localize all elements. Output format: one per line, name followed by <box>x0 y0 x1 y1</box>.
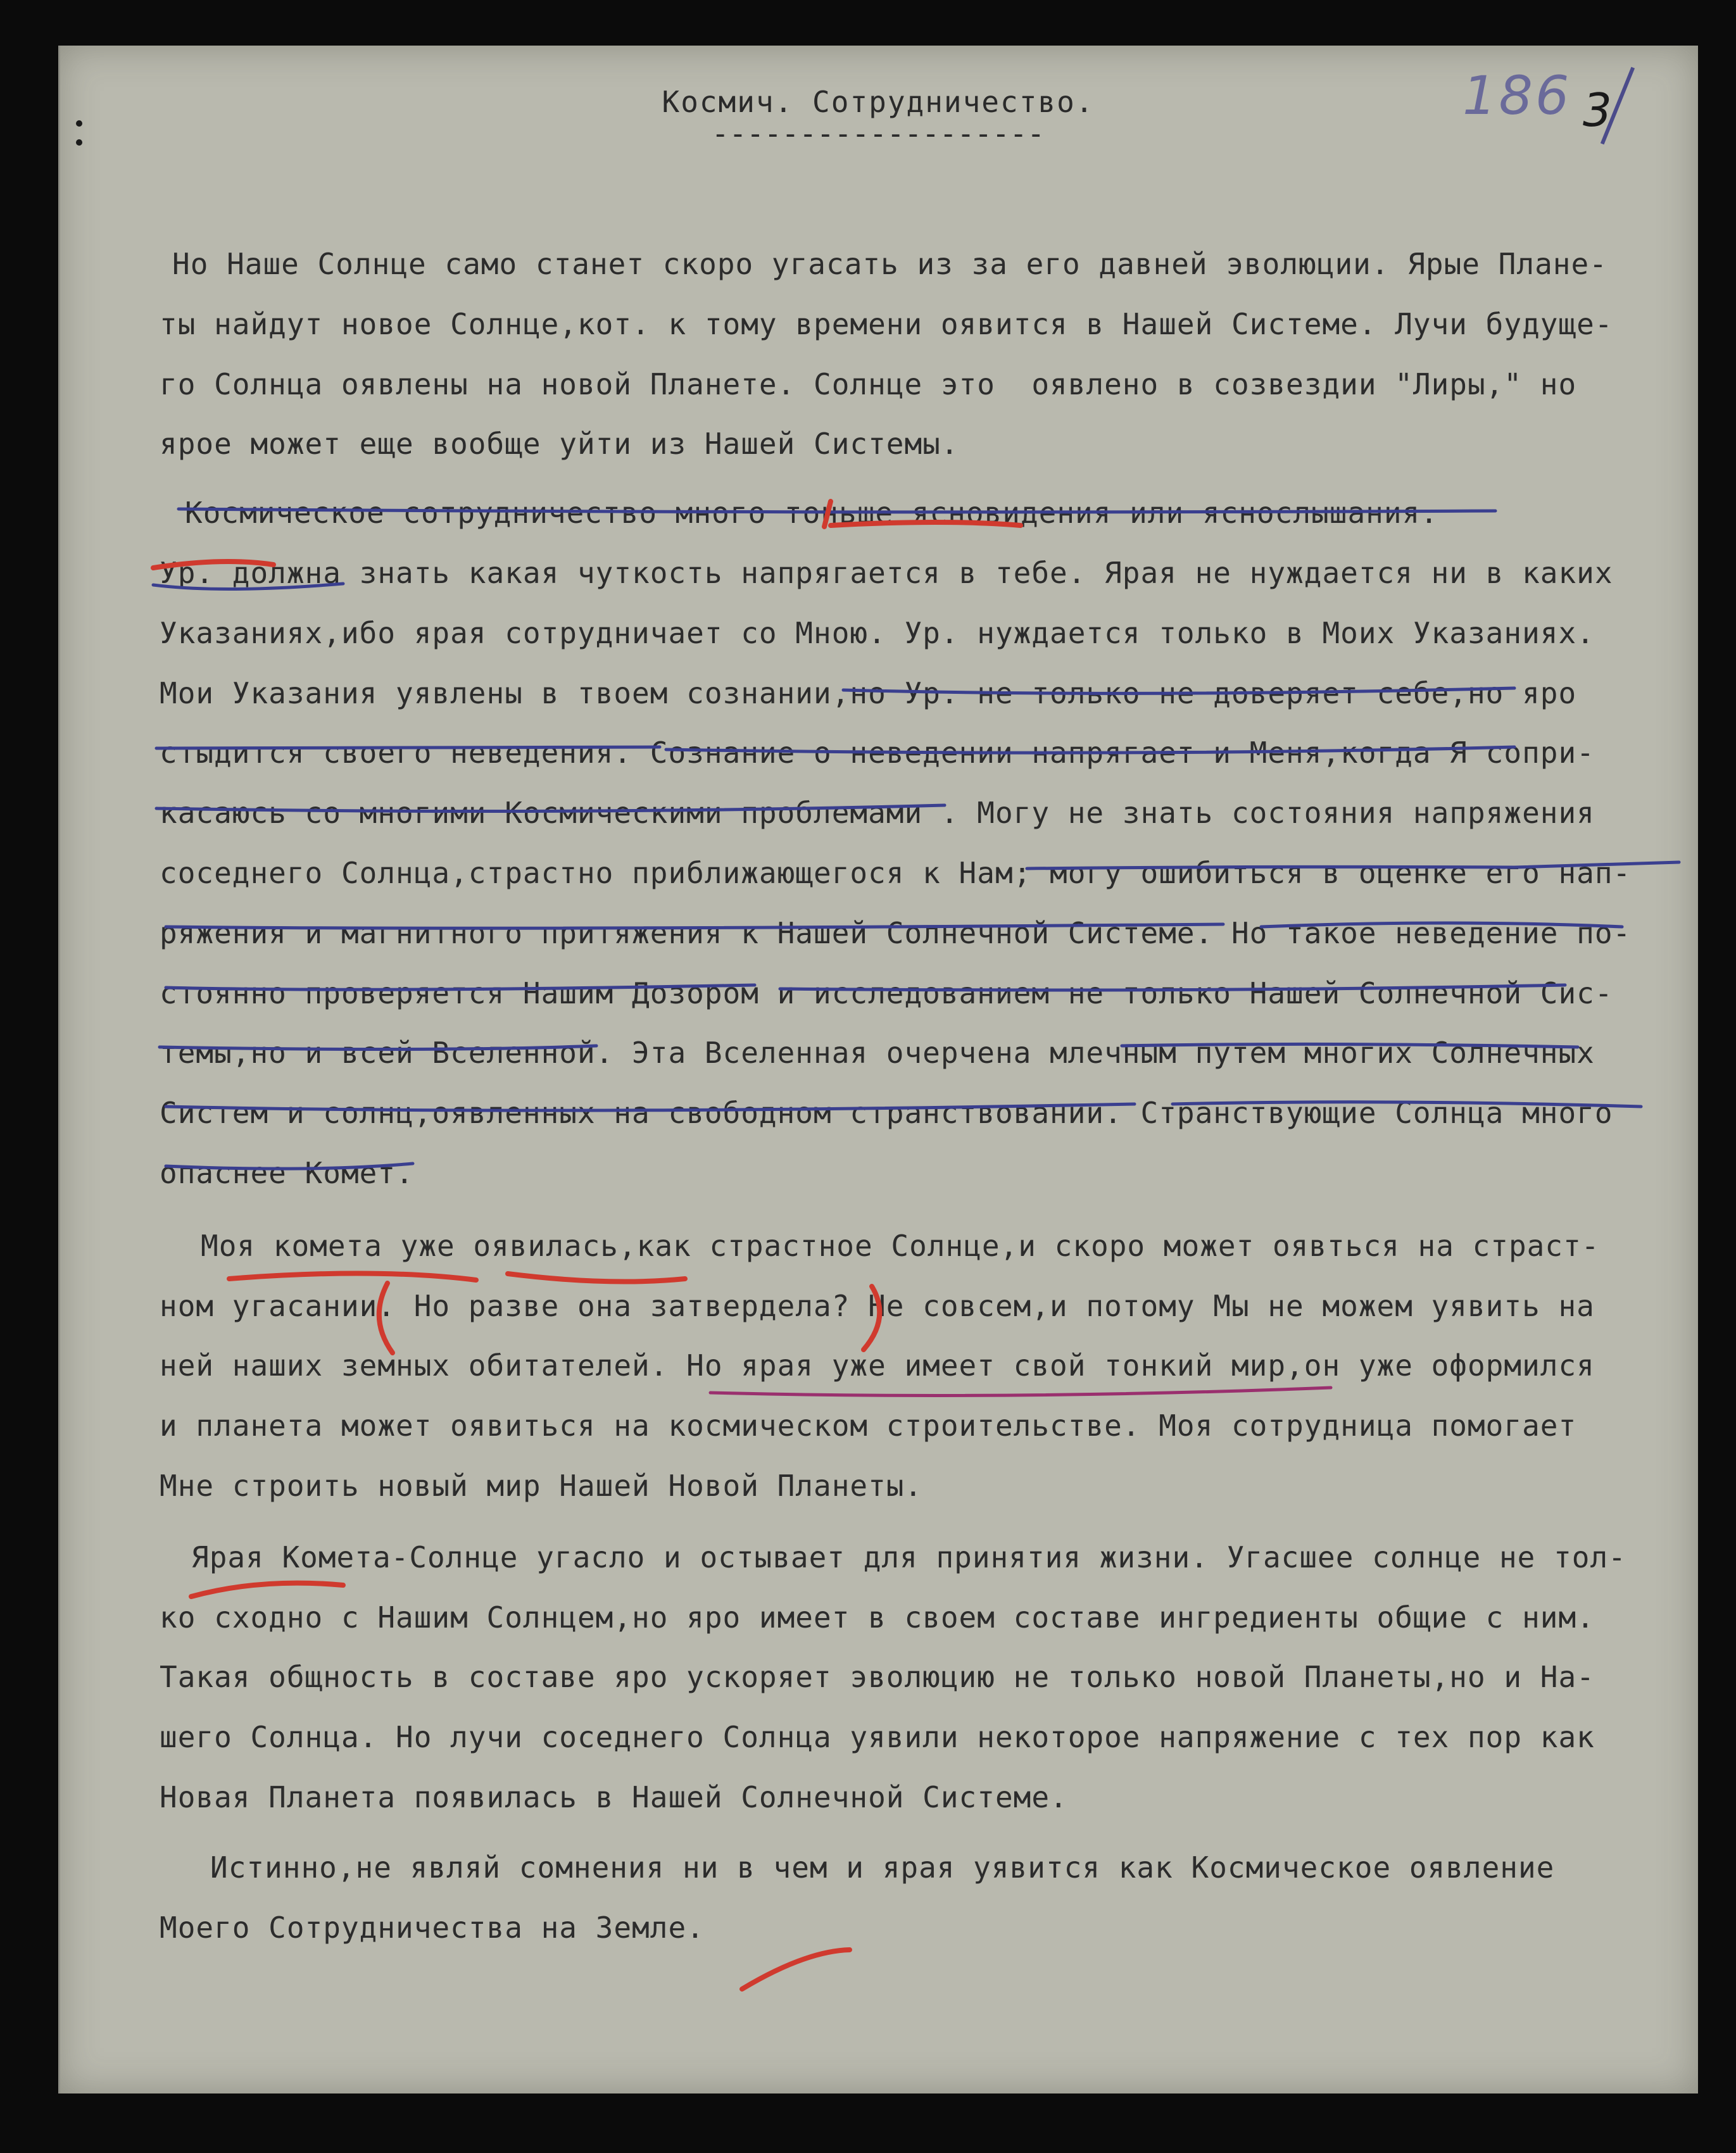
text-line: шего Солнца. Но лучи соседнего Солнца уявили некоторое напряжение с тех пор как <box>160 1720 1595 1755</box>
text-line: Ур. должна знать какая чуткость напрягается в тебе. Ярая не нуждается ни в каких <box>160 556 1613 590</box>
text-line: ярое может еще вообще уйти из Нашей Системы. <box>160 427 959 461</box>
blue-underline <box>166 985 755 989</box>
text-line: Новая Планета появилась в Нашей Солнечной Системе. <box>160 1780 1068 1814</box>
red-underline <box>229 1273 476 1280</box>
text-line: Систем и солнц,оявленных на свободном странствовании. Странствующие Солнца много <box>160 1096 1613 1131</box>
pencil-annotations <box>58 46 1698 2093</box>
blue-underline <box>166 1104 1135 1110</box>
text-line: Но Наше Солнце само станет скоро угасать из за его давней эволюции. Ярые Плане- <box>172 247 1607 281</box>
archive-number: 186 <box>1462 65 1572 127</box>
text-line: Мои Указания уявлены в твоем сознании,но Ур. не только не доверяет себе,но яро <box>160 675 1577 710</box>
text-line: стыдится своего неведения. Сознание о неведении напрягает и Меня,когда Я сопри- <box>160 736 1595 770</box>
purple-underline <box>710 1388 1331 1396</box>
blue-underline <box>666 747 1514 753</box>
blue-underline <box>843 688 1514 693</box>
text-line: стоянно проверяется Нашим Дозором и исследованием не только Нашей Солнечной Сис- <box>160 976 1613 1010</box>
blue-underline <box>156 805 945 811</box>
text-line: Мне строить новый мир Нашей Новой Планеты. <box>160 1469 923 1503</box>
red-underline <box>153 562 274 568</box>
red-underline <box>191 1583 343 1597</box>
blue-underline <box>179 509 1495 512</box>
blue-underline <box>156 747 660 748</box>
blue-underline <box>1261 923 1622 927</box>
text-line: Такая общность в составе яро ускоряет эволюцию не только новой Планеты,но и На- <box>160 1660 1595 1695</box>
blue-underline <box>166 924 1223 928</box>
text-line: ко сходно с Нашим Солнцем,но яро имеет в своем составе ингредиенты общие с ним. <box>160 1600 1595 1635</box>
blue-underline <box>166 1164 413 1169</box>
text-line: ней наших земных обитателей. Но ярая уже имеет свой тонкий мир,он уже оформился <box>160 1348 1595 1383</box>
title-underline: ------------------- <box>711 116 1045 151</box>
text-line: Моего Сотрудничества на Земле. <box>160 1910 705 1945</box>
text-line: го Солнца оявлены на новой Планете. Солнце это оявлено в созвездии "Лиры," но <box>160 367 1577 401</box>
text-line: касаюсь со многими Космическими проблемами . Могу не знать состояния напряжения <box>160 796 1595 831</box>
blue-underline <box>1122 1044 1578 1047</box>
text-line: Истинно,не являй сомнения ни в чем и ярая уявится как Космическое оявление <box>210 1850 1555 1885</box>
text-line: Ярая Комета-Солнце угасло и остывает для принятия жизни. Угасшее солнце не тол- <box>191 1540 1626 1574</box>
blue-underline <box>160 1046 596 1050</box>
text-line: Космическое сотрудничество много тоньше ясновидения или яснослышания. <box>185 496 1438 530</box>
blue-underline <box>1027 862 1679 869</box>
text-line: соседнего Солнца,страстно приближающегося к Нам; могу ошибиться в оценке его нап- <box>160 856 1632 890</box>
text-line: темы,но и всей Вселенной. Эта Вселенная очерчена млечным путем многих Солнечных <box>160 1036 1595 1070</box>
red-mark <box>742 1950 850 1989</box>
red-bracket <box>864 1286 879 1350</box>
text-line: и планета может оявиться на космическом строительстве. Моя сотрудница помогает <box>160 1409 1577 1443</box>
red-mark <box>824 501 1021 527</box>
red-underline <box>508 1274 685 1282</box>
text-line: опаснее Комет. <box>160 1156 414 1190</box>
page-title: Космич. Сотрудничество. <box>662 85 1095 119</box>
text-line: ряжения и магнитного притяжения к Нашей Солнечной Системе. Но такое неведение по- <box>160 915 1632 950</box>
document-page <box>58 46 1698 2093</box>
text-line: ном угасании. Но разве она затвердела? Не совсем,и потому Мы не можем уявить на <box>160 1288 1595 1323</box>
red-bracket <box>379 1283 393 1353</box>
text-line: ты найдут новое Солнце,кот. к тому времени оявится в Нашей Системе. Лучи будуще- <box>160 306 1613 341</box>
text-line: Указаниях,ибо ярая сотрудничает со Мною. Ур. нуждается только в Моих Указаниях. <box>160 615 1595 650</box>
blue-underline <box>1173 1102 1641 1107</box>
text-line: Моя комета уже оявилась,как страстное Солнце,и скоро может оявться на страст- <box>201 1228 1600 1263</box>
page-number: 3 <box>1583 84 1612 137</box>
blue-underline <box>780 985 1565 990</box>
blue-underline <box>153 584 343 589</box>
